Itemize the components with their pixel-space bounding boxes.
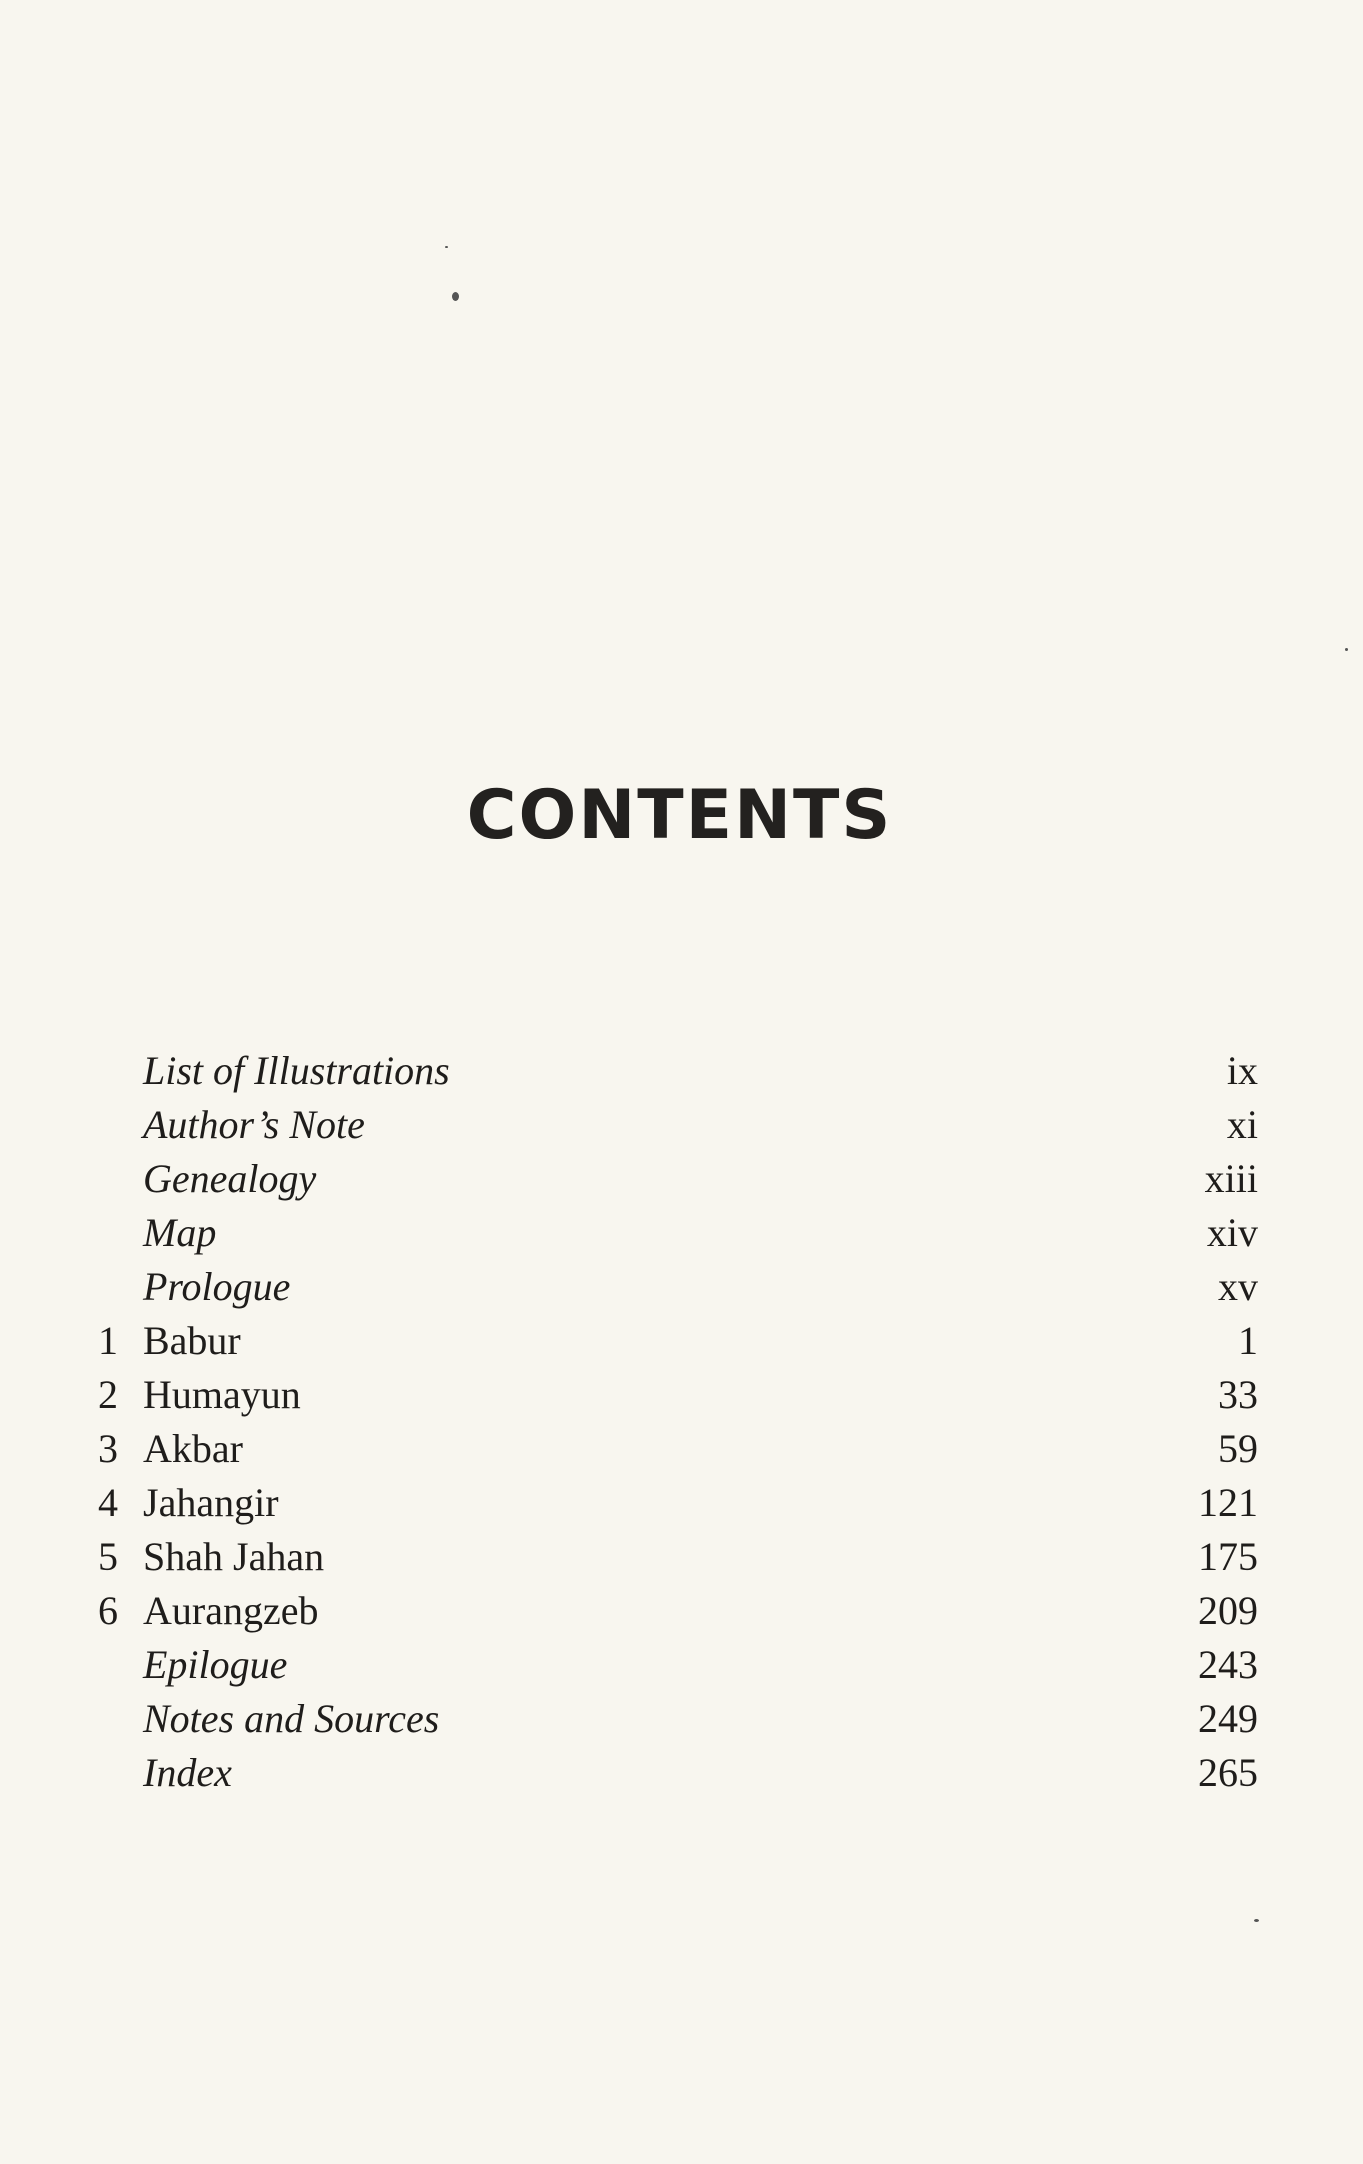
chapter-number: 4 — [98, 1480, 118, 1525]
toc-entry[interactable] — [0, 1692, 1363, 1746]
toc-entry[interactable] — [0, 1422, 1363, 1476]
page-number: 121 — [1198, 1480, 1258, 1525]
page-number: 265 — [1198, 1750, 1258, 1795]
page-number: 209 — [1198, 1588, 1258, 1633]
entry-title: Prologue — [143, 1264, 291, 1309]
chapter-number: 5 — [98, 1534, 118, 1579]
page-number: 249 — [1198, 1696, 1258, 1741]
page-number: ix — [1226, 1048, 1258, 1093]
page-number: 1 — [1238, 1318, 1258, 1363]
entry-title: Author’s Note — [143, 1102, 365, 1147]
toc-entry[interactable] — [0, 1152, 1363, 1206]
entry-title: Aurangzeb — [143, 1588, 319, 1633]
toc-entry[interactable] — [0, 1206, 1363, 1260]
entry-title: Humayun — [143, 1372, 301, 1417]
toc-entry[interactable] — [0, 1098, 1363, 1152]
toc-entry[interactable] — [0, 1746, 1363, 1800]
entry-title: List of Illustrations — [143, 1048, 450, 1093]
page-number: 33 — [1218, 1372, 1258, 1417]
entry-title: Akbar — [143, 1426, 243, 1471]
entry-title: Babur — [143, 1318, 241, 1363]
toc-entry[interactable] — [0, 1044, 1363, 1098]
entry-title: Notes and Sources — [143, 1696, 440, 1741]
entry-title: Genealogy — [143, 1156, 317, 1201]
chapter-number: 6 — [98, 1588, 118, 1633]
paper-speck — [452, 292, 459, 301]
page-number: 243 — [1198, 1642, 1258, 1687]
paper-speck — [1254, 1919, 1259, 1922]
page-number: xiii — [1204, 1156, 1258, 1201]
toc-entry[interactable] — [0, 1638, 1363, 1692]
toc-entry[interactable] — [0, 1584, 1363, 1638]
entry-title: Index — [143, 1750, 232, 1795]
page-title: CONTENTS — [466, 775, 893, 855]
entry-title: Map — [143, 1210, 217, 1255]
toc-entry[interactable] — [0, 1368, 1363, 1422]
paper-speck — [445, 246, 448, 248]
toc-entry[interactable] — [0, 1476, 1363, 1530]
toc-entry[interactable] — [0, 1530, 1363, 1584]
chapter-number: 1 — [98, 1318, 118, 1363]
page-number: xv — [1218, 1264, 1258, 1309]
toc-entry[interactable] — [0, 1260, 1363, 1314]
chapter-number: 3 — [98, 1426, 118, 1471]
entry-title: Jahangir — [143, 1480, 279, 1525]
entry-title: Epilogue — [143, 1642, 288, 1687]
chapter-number: 2 — [98, 1372, 118, 1417]
paper-speck — [1345, 648, 1348, 651]
page-number: xiv — [1206, 1210, 1258, 1255]
entry-title: Shah Jahan — [143, 1534, 325, 1579]
toc-entry[interactable] — [0, 1314, 1363, 1368]
page-number: 175 — [1198, 1534, 1258, 1579]
page-number: 59 — [1218, 1426, 1258, 1471]
page-number: xi — [1226, 1102, 1258, 1147]
